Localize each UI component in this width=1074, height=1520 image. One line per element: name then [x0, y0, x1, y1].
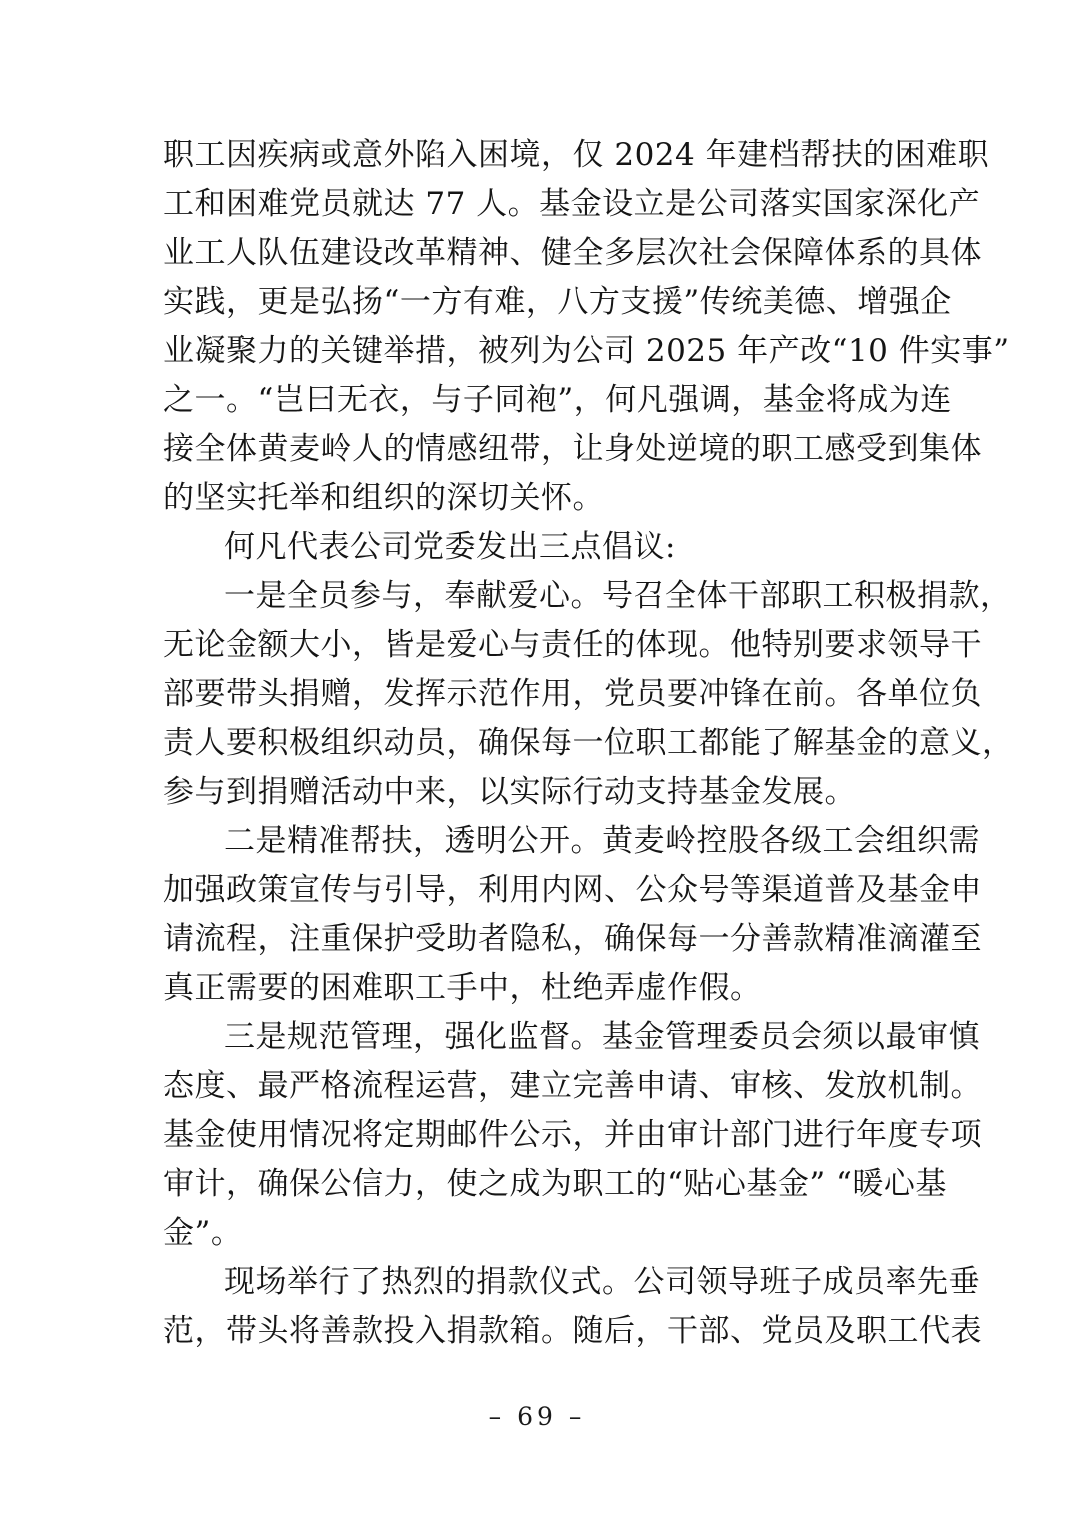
text-line: 工和困难党员就达 77 人。基金设立是公司落实国家深化产	[163, 186, 981, 222]
text-line: 何凡代表公司党委发出三点倡议:	[224, 529, 676, 565]
text-line: 实践，更是弘扬“一方有难，八方支援”传统美德、增强企	[163, 284, 952, 320]
text-line: 的坚实托举和组织的深切关怀。	[163, 480, 604, 516]
text-line: 之一。“岂曰无衣，与子同袍”，何凡强调，基金将成为连	[163, 382, 952, 418]
text-line: 无论金额大小，皆是爱心与责任的体现。他特别要求领导干	[163, 627, 982, 663]
text-body	[163, 131, 1014, 1356]
text-line: 真正需要的困难职工手中，杜绝弄虚作假。	[163, 970, 762, 1006]
text-line: 接全体黄麦岭人的情感纽带，让身处逆境的职工感受到集体	[163, 431, 982, 467]
text-line: 现场举行了热烈的捐款仪式。公司领导班子成员率先垂	[224, 1264, 980, 1300]
text-line: 参与到捐赠活动中来，以实际行动支持基金发展。	[163, 774, 856, 810]
text-line: 态度、最严格流程运营，建立完善申请、审核、发放机制。	[163, 1068, 982, 1104]
text-line: 金”。	[163, 1215, 243, 1251]
text-line: 部要带头捐赠，发挥示范作用，党员要冲锋在前。各单位负	[163, 676, 982, 712]
text-line: 责人要积极组织动员，确保每一位职工都能了解基金的意义，	[163, 725, 1014, 761]
text-line: 职工因疾病或意外陷入困境，仅 2024 年建档帮扶的困难职	[163, 137, 990, 173]
text-line: 三是规范管理，强化监督。基金管理委员会须以最审慎	[224, 1019, 980, 1055]
text-line: 审计，确保公信力，使之成为职工的“贴心基金” “暖心基	[163, 1166, 947, 1202]
text-line: 二是精准帮扶，透明公开。黄麦岭控股各级工会组织需	[224, 823, 980, 859]
text-line: 业凝聚力的关键举措，被列为公司 2025 年产改“10 件实事”	[163, 333, 1010, 369]
text-line: 一是全员参与，奉献爱心。号召全体干部职工积极捐款，	[224, 578, 1012, 614]
text-line: 业工人队伍建设改革精神、健全多层次社会保障体系的具体	[163, 235, 982, 271]
text-line: 加强政策宣传与引导，利用内网、公众号等渠道普及基金申	[163, 872, 982, 908]
text-line: 基金使用情况将定期邮件公示，并由审计部门进行年度专项	[163, 1117, 982, 1153]
page-number: – 69 –	[488, 1402, 586, 1431]
text-line: 请流程，注重保护受助者隐私，确保每一分善款精准滴灌至	[163, 921, 982, 957]
text-line: 范，带头将善款投入捐款箱。随后，干部、党员及职工代表	[163, 1313, 982, 1349]
